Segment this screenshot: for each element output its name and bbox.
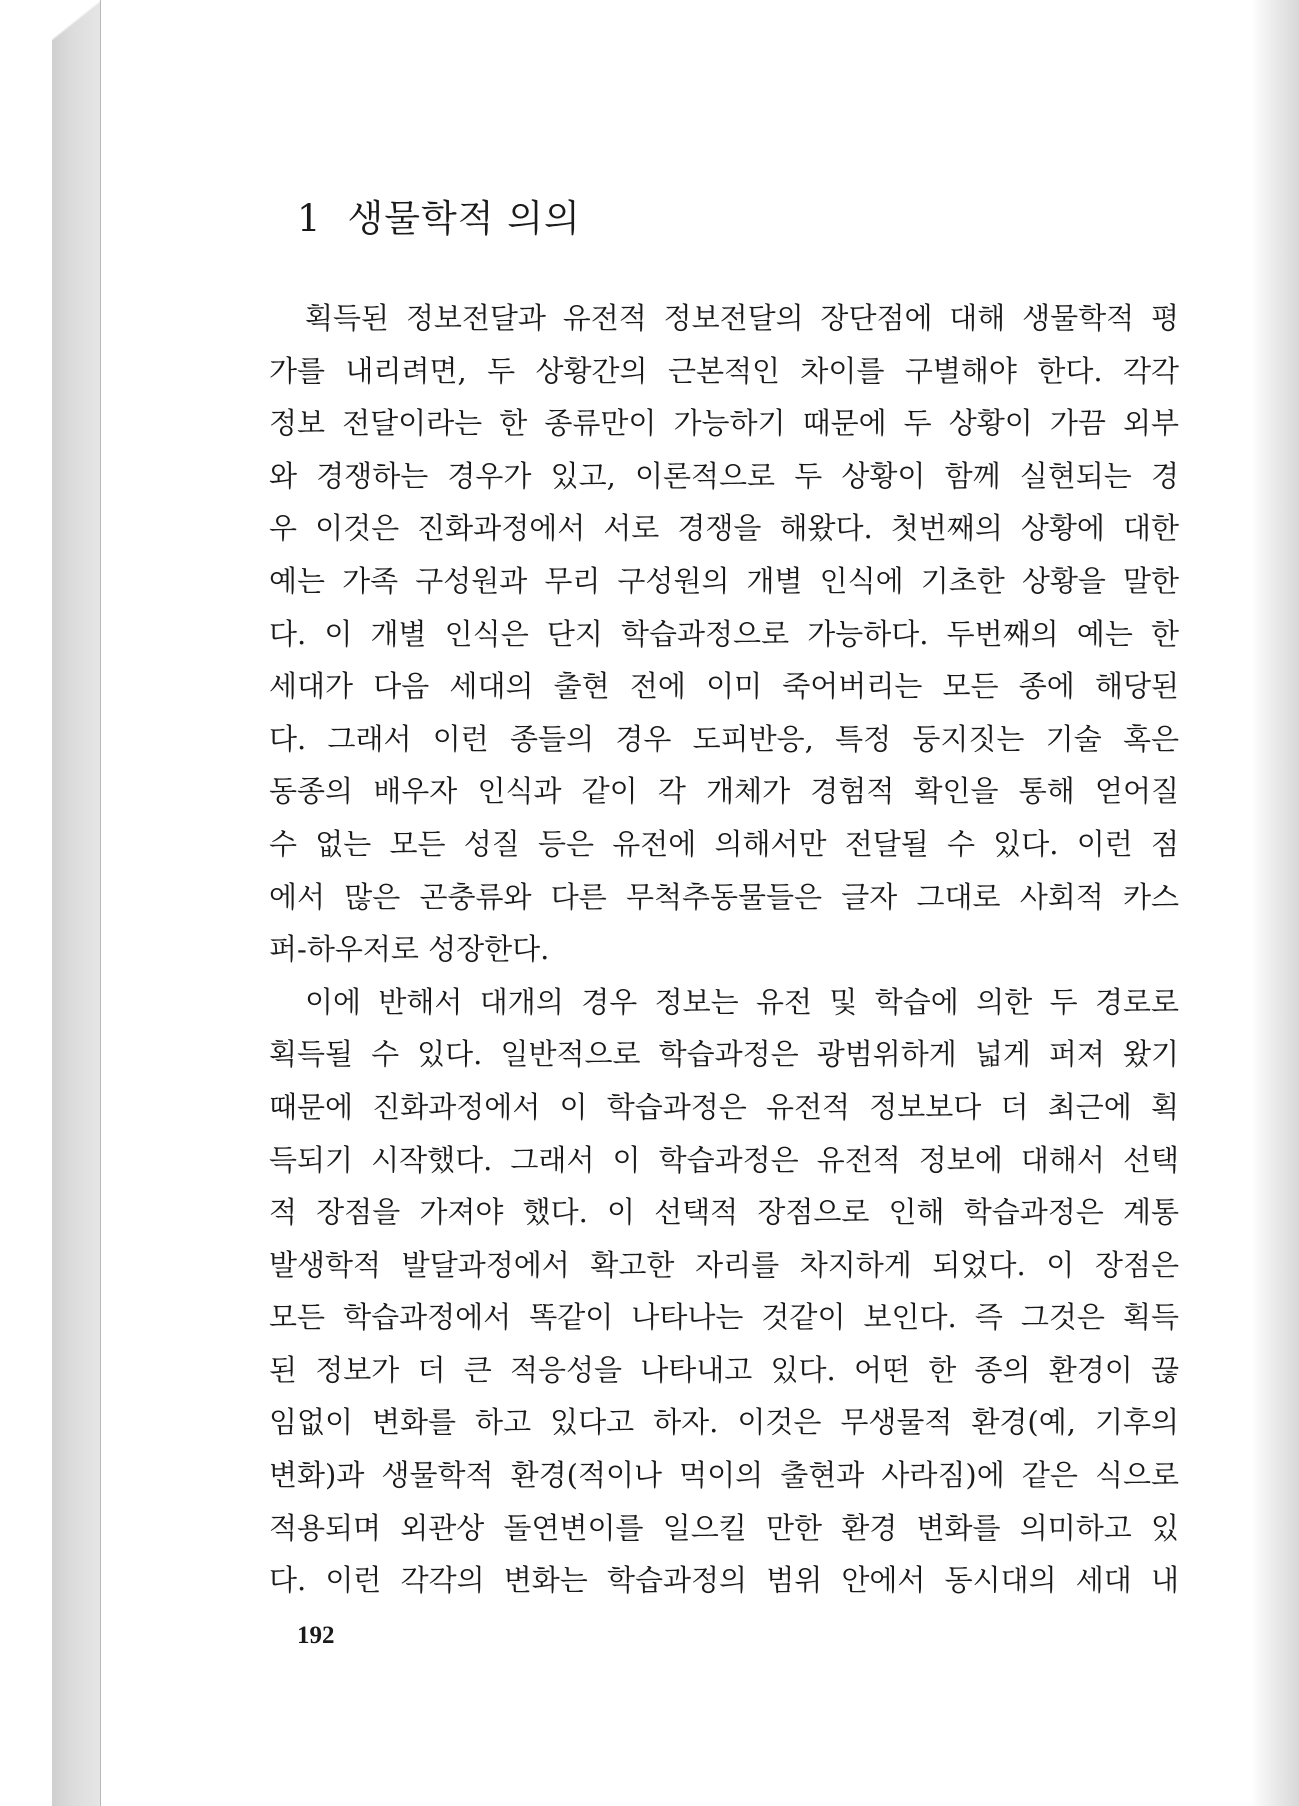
body-text <box>269 292 1179 1607</box>
text-line: 세대가 다음 세대의 출현 전에 이미 죽어버리는 모든 종에 해당된 <box>269 669 1179 704</box>
text-line: 수 없는 모든 성질 등은 유전에 의해서만 전달될 수 있다. 이런 점 <box>269 826 1179 861</box>
text-line: 다. 그래서 이런 종들의 경우 도피반응, 특정 둥지짓는 기술 혹은 <box>269 721 1179 756</box>
book-spine <box>52 0 102 1806</box>
page-right-shadow <box>1251 0 1299 1806</box>
text-line: 때문에 진화과정에서 이 학습과정은 유전적 정보보다 더 최근에 획 <box>269 1089 1179 1124</box>
section-title: 생물학적 의의 <box>347 197 581 240</box>
text-line: 동종의 배우자 인식과 같이 각 개체가 경험적 확인을 통해 얻어질 <box>269 774 1179 809</box>
text-line: 우 이것은 진화과정에서 서로 경쟁을 해왔다. 첫번째의 상황에 대한 <box>269 511 1179 546</box>
text-line: 모든 학습과정에서 똑같이 나타나는 것같이 보인다. 즉 그것은 획득 <box>269 1300 1179 1335</box>
book-page <box>100 0 1251 1806</box>
text-line: 와 경쟁하는 경우가 있고, 이론적으로 두 상황이 함께 실현되는 경 <box>269 458 1179 493</box>
text-line: 획득될 수 있다. 일반적으로 학습과정은 광범위하게 넓게 퍼져 왔기 <box>269 1037 1179 1072</box>
text-line: 퍼-하우저로 성장한다. <box>269 932 550 967</box>
text-line: 정보 전달이라는 한 종류만이 가능하기 때문에 두 상황이 가끔 외부 <box>269 406 1179 441</box>
text-line: 예는 가족 구성원과 무리 구성원의 개별 인식에 기초한 상황을 말한 <box>269 563 1179 598</box>
text-line: 다. 이 개별 인식은 단지 학습과정으로 가능하다. 두번째의 예는 한 <box>269 616 1179 651</box>
text-line: 가를 내리려면, 두 상황간의 근본적인 차이를 구별해야 한다. 각각 <box>269 353 1179 388</box>
paragraph-1 <box>269 292 1179 976</box>
paragraph-2 <box>269 976 1179 1607</box>
text-line: 적 장점을 가져야 했다. 이 선택적 장점으로 인해 학습과정은 계통 <box>269 1195 1179 1230</box>
text-line: 발생학적 발달과정에서 확고한 자리를 차지하게 되었다. 이 장점은 <box>269 1247 1179 1282</box>
text-line: 에서 많은 곤충류와 다른 무척추동물들은 글자 그대로 사회적 카스 <box>269 879 1179 914</box>
text-line: 이에 반해서 대개의 경우 정보는 유전 및 학습에 의한 두 경로로 <box>305 984 1179 1019</box>
book-spine-top <box>52 0 102 40</box>
section-number: 1 <box>297 197 322 240</box>
text-line: 임없이 변화를 하고 있다고 하자. 이것은 무생물적 환경(예, 기후의 <box>269 1405 1179 1440</box>
text-line: 득되기 시작했다. 그래서 이 학습과정은 유전적 정보에 대해서 선택 <box>269 1142 1179 1177</box>
text-line: 다. 이런 각각의 변화는 학습과정의 범위 안에서 동시대의 세대 내 <box>269 1563 1179 1598</box>
page-number: 192 <box>297 1622 335 1649</box>
text-line: 된 정보가 더 큰 적응성을 나타내고 있다. 어떤 한 종의 환경이 끊 <box>269 1352 1179 1387</box>
text-line: 획득된 정보전달과 유전적 정보전달의 장단점에 대해 생물학적 평 <box>305 301 1179 335</box>
text-line: 변화)과 생물학적 환경(적이나 먹이의 출현과 사라짐)에 같은 식으로 <box>269 1458 1179 1493</box>
section-heading <box>297 188 581 242</box>
text-line: 적용되며 외관상 돌연변이를 일으킬 만한 환경 변화를 의미하고 있 <box>269 1510 1179 1545</box>
